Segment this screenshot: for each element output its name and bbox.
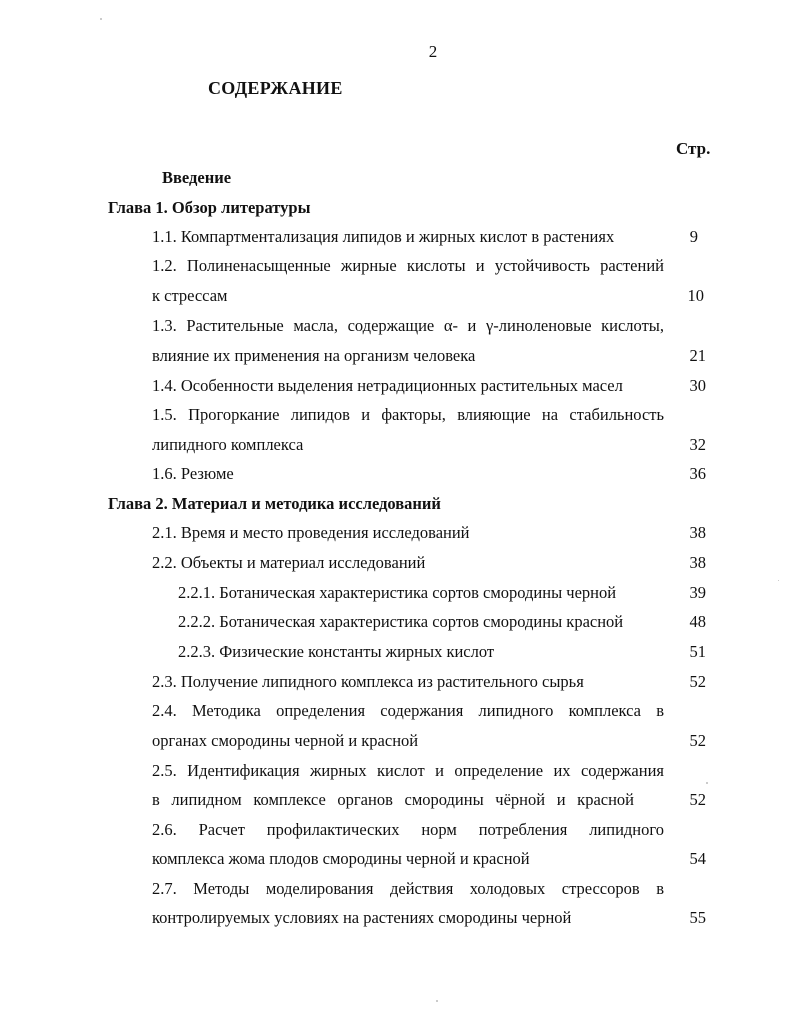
scan-speck [436, 1000, 438, 1002]
page-ref-2-4: 52 [689, 731, 706, 750]
scan-speck [100, 18, 102, 20]
toc-entry-2-2: 2.2. Объекты и материал исследований [152, 553, 426, 572]
chapter2-heading: Глава 2. Материал и методика исследований [108, 494, 441, 513]
toc-entry-2-1: 2.1. Время и место проведения исследований [152, 523, 470, 542]
toc-entry-2-5-line1: 2.5. Идентификация жирных кислот и определение их содержания [152, 761, 664, 780]
page-ref-1-2: 10 [687, 286, 704, 305]
page-ref-2-2-2: 48 [689, 612, 706, 631]
page-number: 2 [428, 42, 438, 61]
toc-entry-1-5-line1: 1.5. Прогоркание липидов и факторы, влияющие на стабильность [152, 405, 664, 424]
toc-entry-2-7-line1: 2.7. Методы моделирования действия холодовых стрессоров в [152, 879, 664, 898]
toc-entry-1-5-line2: липидного комплекса [152, 435, 304, 454]
toc-introduction: Введение [162, 168, 232, 187]
toc-entry-1-2-line1: 1.2. Полиненасыщенные жирные кислоты и устойчивость растений [152, 256, 664, 275]
page-ref-1-4: 30 [689, 376, 706, 395]
page-ref-1-6: 36 [689, 464, 706, 483]
page-ref-2-2-3: 51 [689, 642, 706, 661]
toc-entry-1-4: 1.4. Особенности выделения нетрадиционных растительных масел [152, 376, 623, 395]
page-ref-1-5: 32 [689, 435, 706, 454]
page-ref-2-1: 38 [689, 523, 706, 542]
toc-entry-2-4-line1: 2.4. Методика определения содержания липидного комплекса в [152, 701, 664, 720]
toc-entry-2-4-line2: органах смородины черной и красной [152, 731, 419, 750]
page-ref-2-5: 52 [689, 790, 706, 809]
pages-column-header: Стр. [676, 139, 711, 158]
toc-entry-1-1: 1.1. Компартментализация липидов и жирных кислот в растениях [152, 227, 615, 246]
toc-entry-2-3: 2.3. Получение липидного комплекса из растительного сырья [152, 672, 584, 691]
toc-entry-2-2-1: 2.2.1. Ботаническая характеристика сортов смородины черной [178, 583, 617, 602]
page-ref-2-7: 55 [689, 908, 706, 927]
page-ref-2-2: 38 [689, 553, 706, 572]
toc-entry-1-3-line1: 1.3. Растительные масла, содержащие α- и γ-линоленовые кислоты, [152, 316, 664, 335]
toc-entry-1-3-line2: влияние их применения на организм человека [152, 346, 476, 365]
toc-entry-2-5-line2: в липидном комплексе органов смородины чёрной и красной [152, 790, 634, 809]
toc-entry-2-6-line1: 2.6. Расчет профилактических норм потребления липидного [152, 820, 664, 839]
page-ref-2-6: 54 [689, 849, 706, 868]
page-ref-1-3: 21 [689, 346, 706, 365]
toc-entry-2-7-line2: контролируемых условиях на растениях смородины черной [152, 908, 572, 927]
page-ref-2-2-1: 39 [689, 583, 706, 602]
page-ref-1-1: 9 [689, 227, 698, 246]
scan-speck [778, 580, 779, 581]
chapter1-heading: Глава 1. Обзор литературы [108, 198, 311, 217]
toc-entry-2-2-2: 2.2.2. Ботаническая характеристика сортов смородины красной [178, 612, 624, 631]
scan-speck [706, 782, 708, 784]
page-title: СОДЕРЖАНИЕ [208, 78, 343, 98]
page-ref-2-3: 52 [689, 672, 706, 691]
toc-entry-1-2-line2: к стрессам [152, 286, 228, 305]
toc-entry-1-6: 1.6. Резюме [152, 464, 234, 483]
toc-entry-2-6-line2: комплекса жома плодов смородины черной и красной [152, 849, 530, 868]
toc-entry-2-2-3: 2.2.3. Физические константы жирных кислот [178, 642, 495, 661]
